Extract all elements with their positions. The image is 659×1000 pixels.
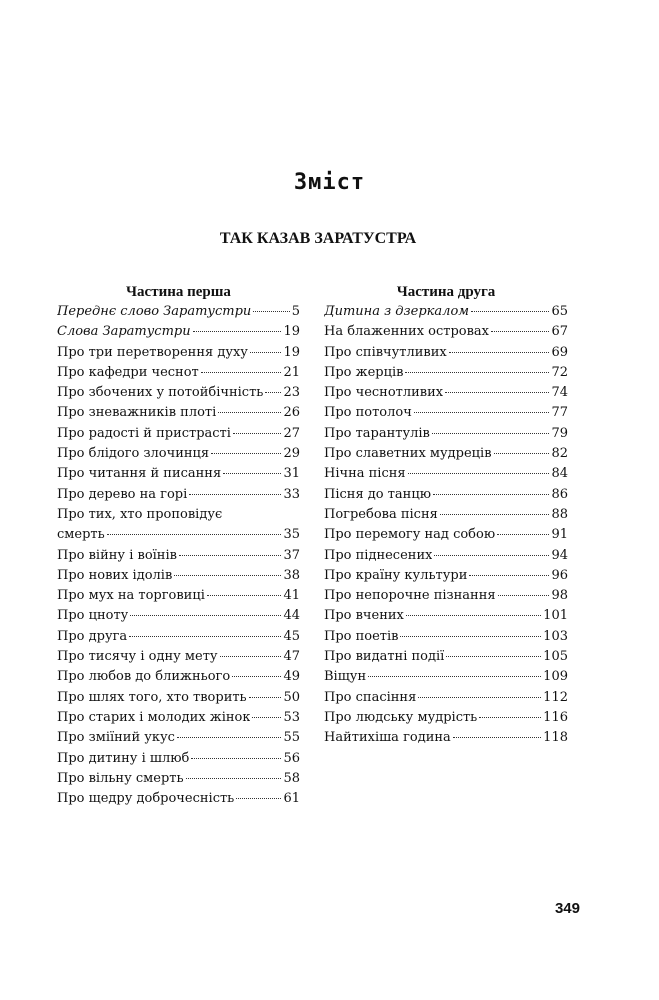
- toc-entry: [57, 464, 300, 484]
- toc-entry-page: 116: [543, 709, 568, 725]
- toc-entry-page: 109: [543, 669, 568, 685]
- toc-entry-page: 47: [283, 649, 300, 665]
- toc-entry-title: Про людську мудрість: [324, 709, 478, 725]
- toc-entry: [324, 322, 568, 342]
- dot-leader: [177, 737, 281, 738]
- toc-entry: [57, 403, 300, 423]
- toc-entry: [57, 322, 300, 342]
- toc-entry: [324, 586, 568, 606]
- toc-entry-page: 53: [283, 709, 300, 725]
- toc-entry-page: 79: [551, 425, 568, 441]
- toc-entry-title: На блаженних островах: [324, 324, 490, 340]
- dot-leader: [418, 697, 541, 698]
- toc-entry-page: 88: [551, 506, 568, 522]
- toc-entry-page: 84: [551, 466, 568, 482]
- dot-leader: [193, 331, 282, 332]
- dot-leader: [107, 534, 282, 535]
- dot-leader: [446, 656, 541, 657]
- dot-leader: [174, 575, 281, 576]
- dot-leader: [491, 331, 549, 332]
- toc-entry-page: 101: [543, 608, 568, 624]
- toc-entry: [324, 444, 568, 464]
- toc-entry-page: 72: [551, 364, 568, 380]
- toc-entry: [57, 444, 300, 464]
- toc-entry: [57, 769, 300, 789]
- toc-entry: [57, 566, 300, 586]
- toc-entry-page: 50: [283, 689, 300, 705]
- toc-entry: [57, 424, 300, 444]
- toc-entry-title: Найтихіша година: [324, 730, 451, 746]
- toc-entry-page: 45: [283, 628, 300, 644]
- toc-entry: [324, 728, 568, 748]
- dot-leader: [497, 534, 549, 535]
- dot-leader: [179, 555, 282, 556]
- toc-entry-page: 21: [283, 364, 300, 380]
- dot-leader: [232, 676, 281, 677]
- part-heading: Частина друга: [396, 284, 496, 300]
- toc-entry-page: 96: [551, 567, 568, 583]
- dot-leader: [432, 433, 550, 434]
- toc-entry: [57, 343, 300, 363]
- dot-leader: [220, 656, 282, 657]
- dot-leader: [408, 473, 550, 474]
- toc-entry-page: 33: [283, 486, 300, 502]
- toc-column-part-one: [57, 282, 300, 809]
- toc-entry-title: Переднє слово Заратустри: [57, 304, 252, 319]
- dot-leader: [207, 595, 282, 596]
- toc-entry: [324, 525, 568, 545]
- toc-entry-page: 35: [283, 527, 300, 543]
- toc-entry: [57, 647, 300, 667]
- dot-leader: [434, 555, 549, 556]
- toc-entry-page: 65: [551, 304, 568, 319]
- toc-entry-title: Про війну і воїнів: [57, 547, 177, 563]
- toc-entry: [57, 302, 300, 322]
- toc-entry-title: Про зміїний укус: [57, 730, 175, 746]
- toc-entry-title: Про дерево на горі: [57, 486, 188, 502]
- toc-entry-title: Про старих і молодих жінок: [57, 709, 251, 725]
- toc-entry-title: Дитина з дзеркалом: [324, 304, 470, 319]
- toc-entry: [57, 667, 300, 687]
- toc-entry-title: Про щедру доброчесність: [57, 791, 235, 807]
- toc-entry-page: 94: [551, 547, 568, 563]
- toc-entry-title: Нічна пісня: [324, 466, 406, 482]
- toc-entry-title: Про зневажників плоті: [57, 405, 217, 421]
- toc-entry-page: 37: [283, 547, 300, 563]
- toc-list: [57, 302, 300, 809]
- dot-leader: [186, 778, 282, 779]
- dot-leader: [414, 412, 550, 413]
- toc-entry-title: Про тисячу і одну мету: [57, 649, 218, 665]
- toc-entry-title: Про мух на торговиці: [57, 588, 205, 604]
- dot-leader: [249, 697, 282, 698]
- toc-entry-page: 103: [543, 628, 568, 644]
- toc-entry-title: Про піднесених: [324, 547, 433, 563]
- dot-leader: [406, 615, 541, 616]
- toc-entry-page: 105: [543, 649, 568, 665]
- toc-entry-page: 74: [551, 385, 568, 401]
- toc-entry: [324, 424, 568, 444]
- toc-entry: [57, 789, 300, 809]
- toc-entry-title: Про шлях того, хто творить: [57, 689, 247, 705]
- toc-entry: [324, 688, 568, 708]
- toc-entry-title: Про співчутливих: [324, 344, 447, 360]
- toc-entry-title: Про потолоч: [324, 405, 412, 421]
- toc-entry-title: Про блідого злочинця: [57, 446, 210, 462]
- toc-entry-title: Пісня до танцю: [324, 486, 432, 502]
- toc-entry-title: Про дитину і шлюб: [57, 750, 190, 766]
- toc-entry-title: Про кафедри чеснот: [57, 364, 199, 380]
- toc-entry-page: 44: [283, 608, 300, 624]
- page-number: 349: [554, 900, 580, 917]
- toc-entry: [57, 627, 300, 647]
- toc-entry-page: 61: [283, 791, 300, 807]
- toc-entry: [324, 464, 568, 484]
- dot-leader: [469, 575, 549, 576]
- toc-entry-title: Про непорочне пізнання: [324, 588, 496, 604]
- toc-entry: [324, 647, 568, 667]
- dot-leader: [236, 798, 281, 799]
- dot-leader: [201, 372, 282, 373]
- part-heading: Частина перша: [126, 284, 231, 300]
- toc-entry-page: 31: [283, 466, 300, 482]
- toc-entry-page: 112: [543, 689, 568, 705]
- toc-entry-page: 118: [543, 730, 568, 746]
- toc-entry-title: Про тих, хто проповідує: [57, 506, 223, 522]
- toc-entry: [324, 627, 568, 647]
- dot-leader: [400, 636, 541, 637]
- toc-entry: [57, 546, 300, 566]
- toc-entry-title: Про любов до ближнього: [57, 669, 231, 685]
- toc-entry-page: 26: [283, 405, 300, 421]
- dot-leader: [233, 433, 282, 434]
- page-title: Зміст: [293, 170, 366, 195]
- dot-leader: [453, 737, 541, 738]
- toc-entry-page: 27: [283, 425, 300, 441]
- toc-entry: [57, 505, 300, 525]
- toc-entry: [324, 566, 568, 586]
- dot-leader: [191, 758, 281, 759]
- toc-entry-page: 67: [551, 324, 568, 340]
- dot-leader: [223, 473, 281, 474]
- toc-entry: [324, 383, 568, 403]
- toc-entry-title: Про збочених у потойбічність: [57, 385, 264, 401]
- toc-entry-title: Про чеснотливих: [324, 385, 444, 401]
- dot-leader: [479, 717, 541, 718]
- dot-leader: [189, 494, 281, 495]
- toc-entry-title: Про тарантулів: [324, 425, 430, 441]
- toc-entry: [324, 363, 568, 383]
- toc-entry-title: Про видатні події: [324, 649, 445, 665]
- toc-entry: [57, 485, 300, 505]
- toc-entry: [324, 485, 568, 505]
- toc-entry: [324, 546, 568, 566]
- toc-entry-title: смерть: [57, 527, 105, 543]
- toc-entry-title: Про друга: [57, 628, 128, 644]
- toc-entry: [57, 728, 300, 748]
- toc-entry-title: Про читання й писання: [57, 466, 222, 482]
- dot-leader: [440, 514, 550, 515]
- toc-entry-page: 55: [283, 730, 300, 746]
- dot-leader: [252, 717, 281, 718]
- toc-entry-title: Про спасіння: [324, 689, 417, 705]
- toc-entry: [57, 688, 300, 708]
- dot-leader: [218, 412, 281, 413]
- toc-entry-page: 91: [551, 527, 568, 543]
- toc-entry-page: 82: [551, 446, 568, 462]
- dot-leader: [433, 494, 549, 495]
- toc-entry: [57, 525, 300, 545]
- toc-entry: [57, 606, 300, 626]
- toc-entry-page: 38: [283, 567, 300, 583]
- toc-entry-title: Про радості й пристрасті: [57, 425, 231, 441]
- book-title: ТАК КАЗАВ ЗАРАТУСТРА: [219, 230, 417, 247]
- toc-entry-page: 77: [551, 405, 568, 421]
- dot-leader: [498, 595, 550, 596]
- toc-entry-page: 69: [551, 344, 568, 360]
- toc-entry-page: 56: [283, 750, 300, 766]
- toc-entry: [324, 403, 568, 423]
- dot-leader: [494, 453, 550, 454]
- dot-leader: [405, 372, 549, 373]
- toc-entry-page: 86: [551, 486, 568, 502]
- toc-entry: [324, 708, 568, 728]
- toc-entry: [57, 586, 300, 606]
- dot-leader: [445, 392, 549, 393]
- dot-leader: [449, 352, 550, 353]
- toc-entry: [324, 505, 568, 525]
- toc-list: [324, 302, 568, 749]
- toc-entry-title: Погребова пісня: [324, 506, 438, 522]
- toc-entry: [57, 749, 300, 769]
- toc-entry-page: 23: [283, 385, 300, 401]
- dot-leader: [250, 352, 282, 353]
- dot-leader: [471, 311, 549, 312]
- toc-entry-title: Про вільну смерть: [57, 770, 184, 786]
- dot-leader: [211, 453, 281, 454]
- toc-entry: [324, 302, 568, 322]
- toc-entry: [57, 708, 300, 728]
- toc-entry-title: Про нових ідолів: [57, 567, 173, 583]
- toc-entry: [324, 606, 568, 626]
- toc-entry-page: 29: [283, 446, 300, 462]
- dot-leader: [130, 615, 281, 616]
- toc-entry-page: 19: [283, 324, 300, 340]
- toc-entry-title: Віщун: [324, 669, 367, 685]
- toc-entry-title: Про перемогу над собою: [324, 527, 496, 543]
- toc-entry-title: Про цноту: [57, 608, 129, 624]
- toc-entry-title: Про жерців: [324, 364, 404, 380]
- toc-entry-page: 49: [283, 669, 300, 685]
- toc-entry-title: Слова Заратустри: [57, 324, 191, 340]
- toc-entry-title: Про три перетворення духу: [57, 344, 248, 360]
- toc-column-part-two: [324, 282, 568, 749]
- toc-entry-page: 41: [283, 588, 300, 604]
- toc-entry-title: Про поетів: [324, 628, 399, 644]
- toc-entry-title: Про країну культури: [324, 567, 468, 583]
- toc-entry-title: Про славетних мудреців: [324, 446, 492, 462]
- toc-entry-page: 5: [291, 304, 300, 319]
- toc-entry-page: 58: [283, 770, 300, 786]
- toc-entry-page: 98: [551, 588, 568, 604]
- dot-leader: [265, 392, 281, 393]
- toc-entry: [324, 343, 568, 363]
- toc-entry: [57, 363, 300, 383]
- toc-entry: [57, 383, 300, 403]
- dot-leader: [253, 311, 289, 312]
- dot-leader: [368, 676, 541, 677]
- toc-entry-page: 19: [283, 344, 300, 360]
- toc-entry: [324, 667, 568, 687]
- toc-entry-title: Про вчених: [324, 608, 404, 624]
- dot-leader: [129, 636, 281, 637]
